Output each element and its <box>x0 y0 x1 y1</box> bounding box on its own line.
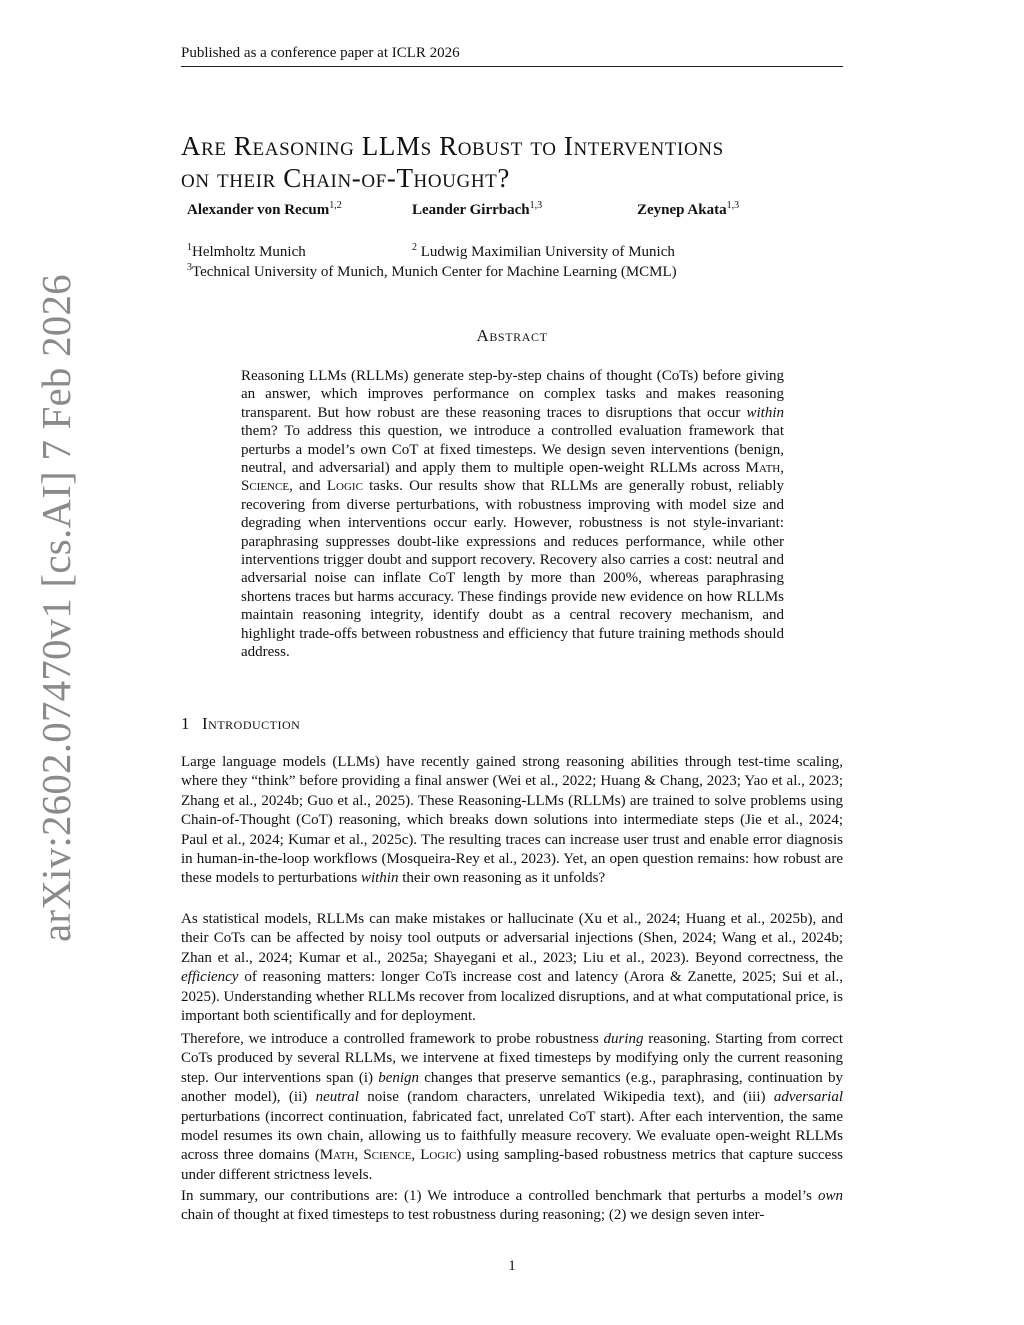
author-affil-mark: 1,2 <box>329 200 342 211</box>
intro-paragraph-2: As statistical models, RLLMs can make mistakes or hallucinate (Xu et al., 2024; Huang et al., 2025b), and their CoTs can be affected by noisy tool outputs or adversarial injections (Shen, 2024; Wang et al., 2024b; Zhan et al., 2024; Kumar et al., 2025a; Shayegani et al., 2023; Liu et al., 2023). Beyond correctness, the efficiency of reasoning matters: longer CoTs increase cost and latency (Arora & Zanette, 2025; Sui et al., 2025). Understanding whether RLLMs recover from localized disruptions, and at what computational price, is important both scientifically and for deployment. <box>181 911 843 1025</box>
intro-paragraph-1: Large language models (LLMs) have recently gained strong reasoning abilities through test-time scaling, where they “think” before providing a final answer (Wei et al., 2022; Huang & Chang, 2023; Yao et al., 2023; Zhang et al., 2024b; Guo et al., 2025). These Reasoning-LLMs (RLLMs) are trained to solve problems using Chain-of-Thought (CoT) reasoning, which breaks down solutions into intermediate steps (Jie et al., 2024; Paul et al., 2024; Kumar et al., 2025c). The resulting traces can increase user trust and enable error diagnosis in human-in-the-loop workflows (Mosqueira-Rey et al., 2023). Yet, an open question remains: how robust are these models to perturbations within their own reasoning as it unfolds? <box>181 754 843 887</box>
affil-text: Technical University of Munich, Munich Center for Machine Learning (MCML) <box>192 264 677 280</box>
affil-mark: 3 <box>187 262 192 273</box>
page-number: 1 <box>508 1258 516 1274</box>
author-name: Alexander von Recum <box>187 202 330 218</box>
affil-text: Ludwig Maximilian University of Munich <box>417 244 675 260</box>
affiliation-3 <box>187 258 677 282</box>
section-title: Introduction <box>202 714 301 733</box>
author-list <box>187 200 847 222</box>
author-name: Leander Girrbach <box>412 202 530 218</box>
running-header: Published as a conference paper at ICLR 2026 <box>181 44 843 67</box>
intro-paragraph-4: In summary, our contributions are: (1) We introduce a controlled benchmark that perturbs a model’s own chain of thought at fixed timesteps to test robustness during reasoning; (2) we design seven inter- <box>181 1188 843 1224</box>
arxiv-identifier: arXiv:2602.07470v1 [cs.AI] 7 Feb 2026 <box>33 274 79 942</box>
affil-mark: 1 <box>187 242 192 253</box>
author-affil-mark: 1,3 <box>726 200 740 211</box>
section-heading-introduction <box>181 714 300 734</box>
section-number: 1 <box>181 714 190 733</box>
title-line-1: Are Reasoning LLMs Robust to Interventions <box>181 131 724 161</box>
author-2 <box>412 200 542 219</box>
author-1 <box>187 200 342 219</box>
author-name: Zeynep Akata <box>637 202 727 218</box>
affil-mark: 2 <box>412 242 417 253</box>
abstract-heading: Abstract <box>476 326 548 345</box>
intro-paragraph-3: Therefore, we introduce a controlled framework to probe robustness during reasoning. Starting from correct CoTs produced by several RLLMs, we intervene at fixed timesteps by modifying only the current reasoning step. Our interventions span (i) benign changes that preserve semantics (e.g., paraphrasing, continuation by another model), (ii) neutral noise (random characters, unrelated Wikipedia text), and (iii) adversarial perturbations (incorrect continuation, fabricated fact, unrelated CoT start). After each intervention, the same model resumes its own chain, allowing us to faithfully measure recovery. We evaluate open-weight RLLMs across three domains (Math, Science, Logic) using sampling-based robustness metrics that capture success under different strictness levels. <box>181 1031 843 1183</box>
affil-text: Helmholtz Munich <box>192 244 306 260</box>
title-line-2: on their Chain-of-Thought? <box>181 163 510 193</box>
author-3 <box>637 200 739 219</box>
paper-title <box>181 130 851 194</box>
author-affil-mark: 1,3 <box>529 200 543 211</box>
abstract-body: Reasoning LLMs (RLLMs) generate step-by-step chains of thought (CoTs) before giving an answer, which improves performance on complex tasks and makes reasoning transparent. But how robust are these reasoning traces to disruptions that occur within them? To address this question, we introduce a controlled evaluation framework that perturbs a model’s own CoT at fixed timesteps. We design seven interventions (benign, neutral, and adversarial) and apply them to multiple open-weight RLLMs across Math, Science, and Logic tasks. Our results show that RLLMs are generally robust, reliably recovering from diverse perturbations, with robustness improving with model size and degrading when interventions occur early. However, robustness is not style-invariant: paraphrasing suppresses doubt-like expressions and reduces performance, while other interventions trigger doubt and support recovery. Recovery also carries a cost: neutral and adversarial noise can inflate CoT length by more than 200%, whereas paraphrasing shortens traces but harms accuracy. These findings provide new evidence on how RLLMs maintain reasoning integrity, identify doubt as a central recovery mechanism, and highlight trade-offs between robustness and efficiency that future training methods should address. <box>241 368 784 661</box>
